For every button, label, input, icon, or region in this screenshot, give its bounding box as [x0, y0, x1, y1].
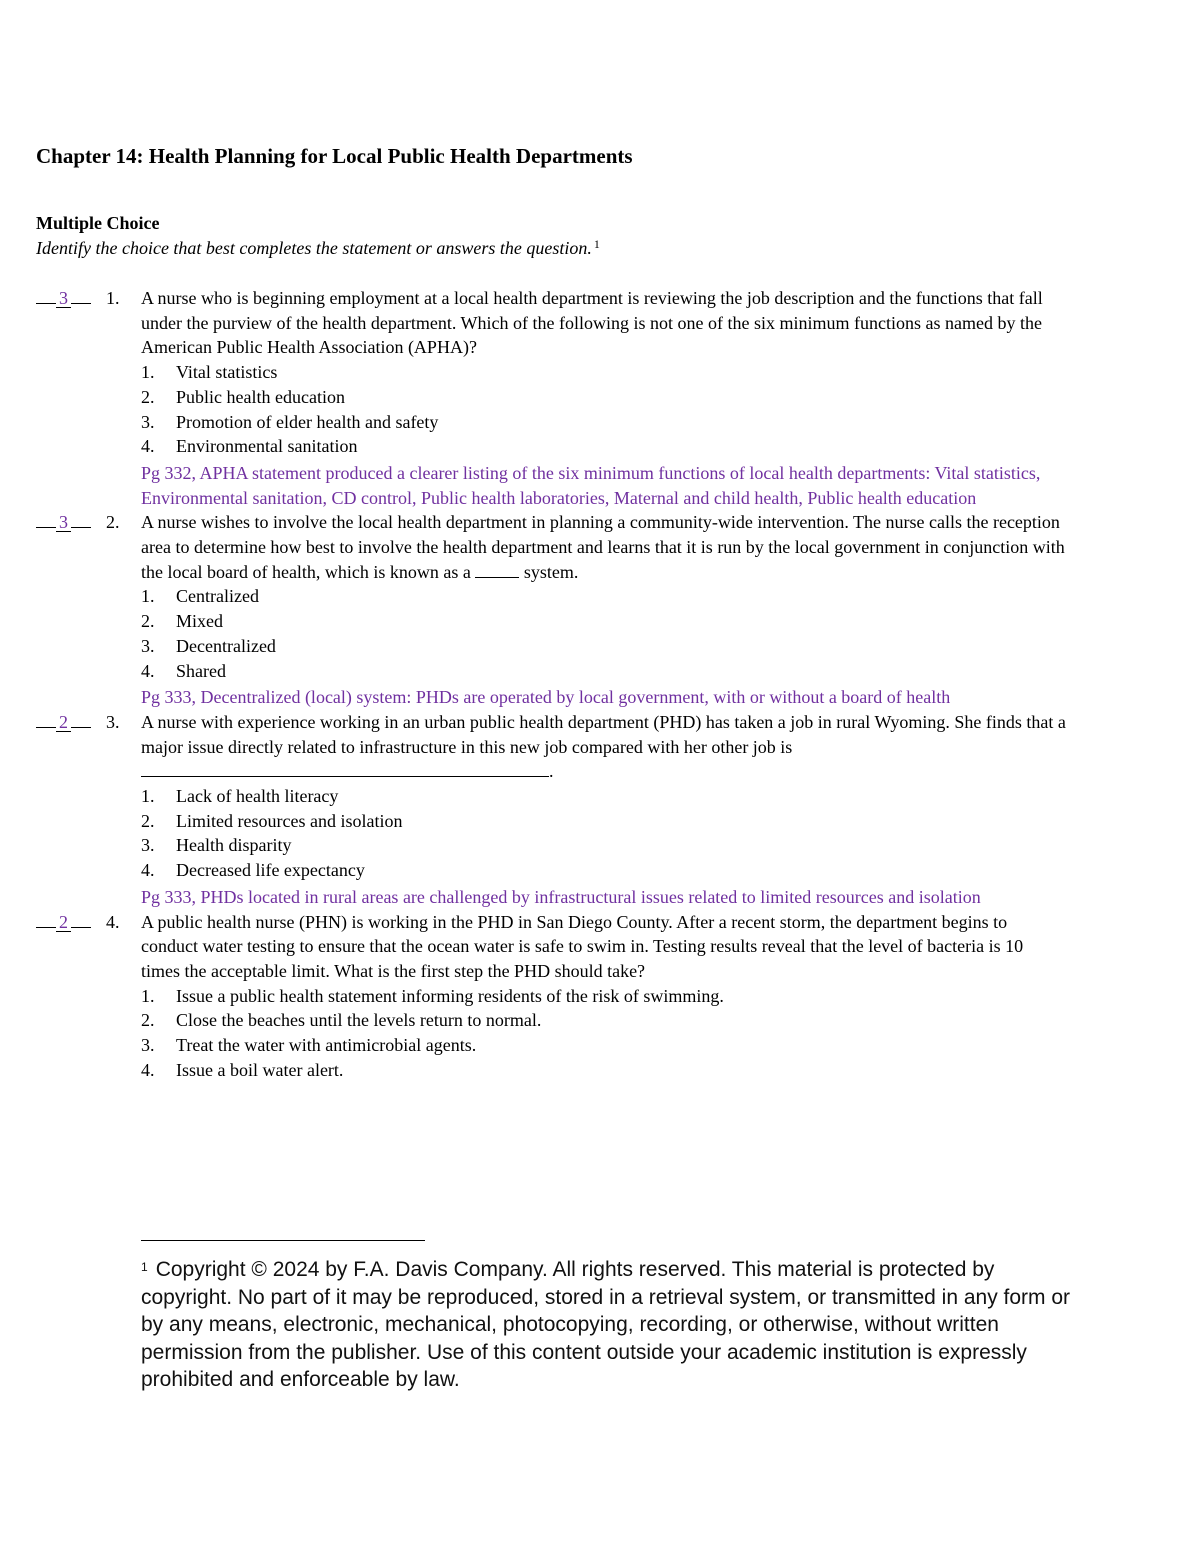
question-item	[36, 510, 1066, 710]
option-text: Health disparity	[176, 835, 292, 856]
option-list	[141, 784, 1066, 883]
option-text: Vital statistics	[176, 362, 278, 383]
option-number: 1.	[141, 786, 155, 807]
instructions-text: Identify the choice that best completes the statement or answers the question.	[36, 238, 592, 258]
option-item	[141, 1058, 1066, 1083]
fill-in-blank	[141, 760, 549, 777]
footnote-separator	[141, 1240, 425, 1241]
option-item	[141, 410, 1066, 435]
option-item	[141, 858, 1066, 883]
option-number: 2.	[141, 1010, 155, 1031]
copyright-footnote	[141, 1254, 1081, 1394]
option-number: 1.	[141, 362, 155, 383]
option-number: 3.	[141, 1035, 155, 1056]
question-stem	[141, 510, 1066, 584]
option-item	[141, 609, 1066, 634]
answer-field	[36, 710, 91, 735]
option-item	[141, 360, 1066, 385]
option-number: 4.	[141, 1059, 155, 1080]
stem-text-end: .	[549, 761, 554, 782]
question-item	[36, 286, 1066, 510]
option-list	[141, 984, 1066, 1083]
option-number: 4.	[141, 860, 155, 881]
option-item	[141, 784, 1066, 809]
option-number: 4.	[141, 436, 155, 457]
option-item	[141, 385, 1066, 410]
question-number: 2.	[106, 512, 120, 533]
option-number: 3.	[141, 411, 155, 432]
answer-value: 2	[56, 713, 71, 732]
option-number: 1.	[141, 586, 155, 607]
answer-value: 3	[56, 513, 71, 532]
option-text: Decreased life expectancy	[176, 860, 365, 881]
section-heading: Multiple Choice	[36, 213, 160, 233]
option-text: Lack of health literacy	[176, 786, 339, 807]
option-number: 3.	[141, 635, 155, 656]
answer-value: 2	[56, 913, 71, 932]
option-text: Treat the water with antimicrobial agents.	[176, 1035, 477, 1056]
option-item	[141, 833, 1066, 858]
stem-text: A nurse wishes to involve the local health department in planning a community-wide intervention. The nurse calls the reception area to determine how best to involve the health department and learns that it is run by the local government in conjunction with the local board of health, which is known as a	[141, 512, 1065, 582]
question-number: 3.	[106, 711, 120, 732]
option-text: Close the beaches until the levels return to normal.	[176, 1010, 542, 1031]
option-text: Centralized	[176, 586, 259, 607]
footnote-text: Copyright © 2024 by F.A. Davis Company. All rights reserved. This material is protected by copyright. No part of it may be reproduced, stored in a retrieval system, or transmitted in any form or by any means, electronic, mechanical, photocopying, recording, or otherwise, without written permission from the publisher. Use of this content outside your academic institution is expressly prohibited and enforceable by law.	[141, 1258, 1071, 1391]
option-number: 3.	[141, 835, 155, 856]
option-text: Promotion of elder health and safety	[176, 411, 439, 432]
question-stem: A public health nurse (PHN) is working in the PHD in San Diego County. After a recent storm, the department begins to conduct water testing to ensure that the ocean water is safe to swim in. Testing results reveal that the level of bacteria is 10 times the acceptable limit. What is the first step the PHD should take?	[141, 911, 1024, 981]
option-list	[141, 360, 1066, 459]
option-number: 2.	[141, 810, 155, 831]
footnote-mark: 1	[141, 1260, 148, 1274]
question-number: 1.	[106, 288, 120, 308]
option-text: Decentralized	[176, 635, 276, 656]
option-item	[141, 809, 1066, 834]
option-list	[141, 584, 1066, 683]
option-item	[141, 984, 1066, 1009]
option-number: 1.	[141, 985, 155, 1006]
option-item	[141, 1008, 1066, 1033]
answer-value: 3	[56, 289, 71, 308]
stem-text: A nurse with experience working in an urban public health department (PHD) has taken a job in rural Wyoming. She finds that a major issue directly related to infrastructure in this new job compared with her other job is	[141, 711, 1066, 757]
section-instructions	[36, 237, 600, 259]
question-number: 4.	[106, 911, 120, 932]
option-item	[141, 634, 1066, 659]
option-item	[141, 1033, 1066, 1058]
option-text: Issue a public health statement informing residents of the risk of swimming.	[176, 985, 724, 1006]
option-item	[141, 584, 1066, 609]
footnote-reference: 1	[593, 237, 600, 251]
answer-field	[36, 510, 91, 535]
question-item	[36, 710, 1066, 910]
option-text: Limited resources and isolation	[176, 810, 403, 831]
option-text: Issue a boil water alert.	[176, 1059, 344, 1080]
option-item	[141, 434, 1066, 459]
question-stem	[141, 710, 1066, 784]
option-text: Public health education	[176, 386, 345, 407]
answer-field	[36, 286, 91, 311]
option-number: 2.	[141, 386, 155, 407]
question-item	[36, 910, 1066, 1083]
chapter-title: Chapter 14: Health Planning for Local Public Health Departments	[36, 144, 633, 168]
option-text: Shared	[176, 660, 226, 681]
answer-rationale: Pg 332, APHA statement produced a clearer listing of the six minimum functions of local health departments: Vital statistics, Environmental sanitation, CD control, Public health laboratories, Maternal and child health, Public health education	[141, 462, 1041, 508]
question-list	[36, 286, 1066, 1083]
question-stem: A nurse who is beginning employment at a local health department is reviewing the job description and the functions that fall under the purview of the health department. Which of the following is not one of the six minimum functions as named by the American Public Health Association (APHA)?	[141, 288, 1043, 358]
answer-rationale: Pg 333, PHDs located in rural areas are challenged by infrastructural issues related to limited resources and isolation	[141, 886, 981, 907]
fill-in-blank	[475, 561, 519, 578]
answer-rationale: Pg 333, Decentralized (local) system: PHDs are operated by local government, with or without a board of health	[141, 687, 951, 708]
option-item	[141, 659, 1066, 684]
option-number: 2.	[141, 611, 155, 632]
stem-text-end: system.	[523, 561, 579, 582]
option-number: 4.	[141, 660, 155, 681]
answer-field	[36, 910, 91, 935]
option-text: Environmental sanitation	[176, 436, 358, 457]
option-text: Mixed	[176, 611, 223, 632]
